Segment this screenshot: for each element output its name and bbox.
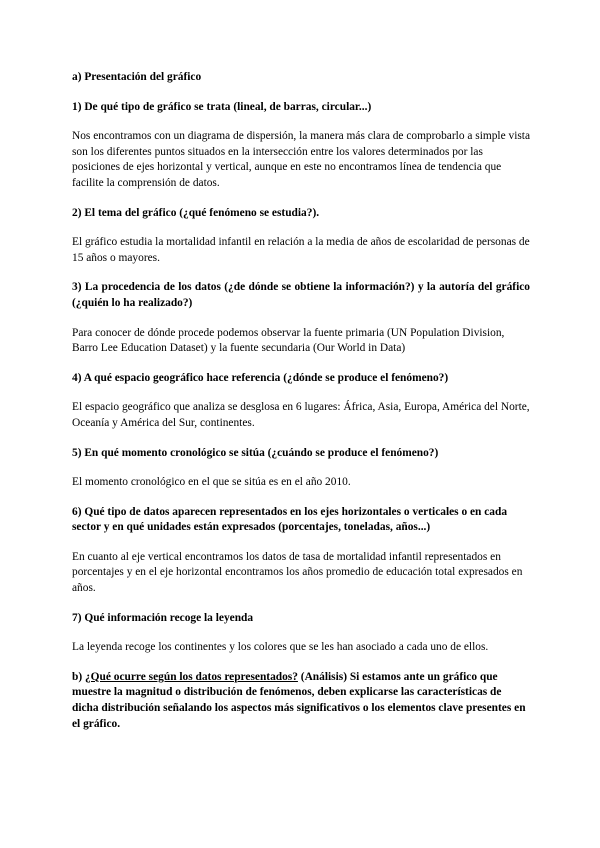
document-page [72, 70, 530, 732]
question-1-heading: 1) De qué tipo de gráfico se trata (lineal, de barras, circular...) [72, 100, 372, 113]
question-7-heading: 7) Qué información recoge la leyenda [72, 611, 254, 624]
section-a-title: a) Presentación del gráfico [72, 71, 202, 83]
question-6-answer: En cuanto al eje vertical encontramos los datos de tasa de mortalidad infantil representados en porcentajes y en el eje horizontal encontramos los años promedio de educación total expresados en años. [72, 550, 523, 595]
question-4-answer: El espacio geográfico que analiza se desglosa en 6 lugares: África, Asia, Europa, América del Norte, Oceanía y América del Sur, continentes. [72, 401, 530, 429]
question-4-heading: 4) A qué espacio geográfico hace referencia (¿dónde se produce el fenómeno?) [72, 371, 449, 384]
question-5-answer: El momento cronológico en el que se sitúa es en el año 2010. [72, 476, 351, 489]
question-3-heading: 3) La procedencia de los datos (¿de dónde se obtiene la información?) y la autoría del gráfico (¿quién lo ha realizado?) [72, 281, 530, 309]
question-5-heading: 5) En qué momento cronológico se sitúa (¿cuándo se produce el fenómeno?) [72, 446, 439, 459]
section-b-prefix: b) [72, 670, 85, 683]
section-b-heading [72, 670, 530, 732]
question-3-answer: Para conocer de dónde procede podemos observar la fuente primaria (UN Population Division, Barro Lee Education Dataset) y la fuente secundaria (Our World in Data) [72, 326, 505, 355]
section-b-instructions: (Análisis) Si estamos ante un gráfico que muestre la magnitud o distribución de fenómenos, deben explicarse las características de dicha distribución señalando los aspectos más significativos o los elementos clave presentes en el gráfico. [72, 670, 526, 730]
section-b-question: ¿Qué ocurre según los datos representados? [84, 670, 298, 683]
question-2-heading: 2) El tema del gráfico (¿qué fenómeno se estudia?). [72, 206, 320, 219]
question-2-answer: El gráfico estudia la mortalidad infantil en relación a la media de años de escolaridad de personas de 15 años o mayores. [72, 236, 530, 264]
question-1-answer: Nos encontramos con un diagrama de dispersión, la manera más clara de comprobarlo a simple vista son los diferentes puntos situados en la intersección entre los valores determinados por las posiciones de ejes horizontal y vertical, aunque en este no encontramos línea de tendencia que facilite la comprensión de datos. [72, 130, 531, 189]
question-6-heading: 6) Qué tipo de datos aparecen representados en los ejes horizontales o verticales o en cada sector y en qué unidades están expresados (porcentajes, toneladas, años...) [72, 505, 508, 534]
question-7-answer: La leyenda recoge los continentes y los colores que se les han asociado a cada uno de ellos. [72, 641, 489, 654]
